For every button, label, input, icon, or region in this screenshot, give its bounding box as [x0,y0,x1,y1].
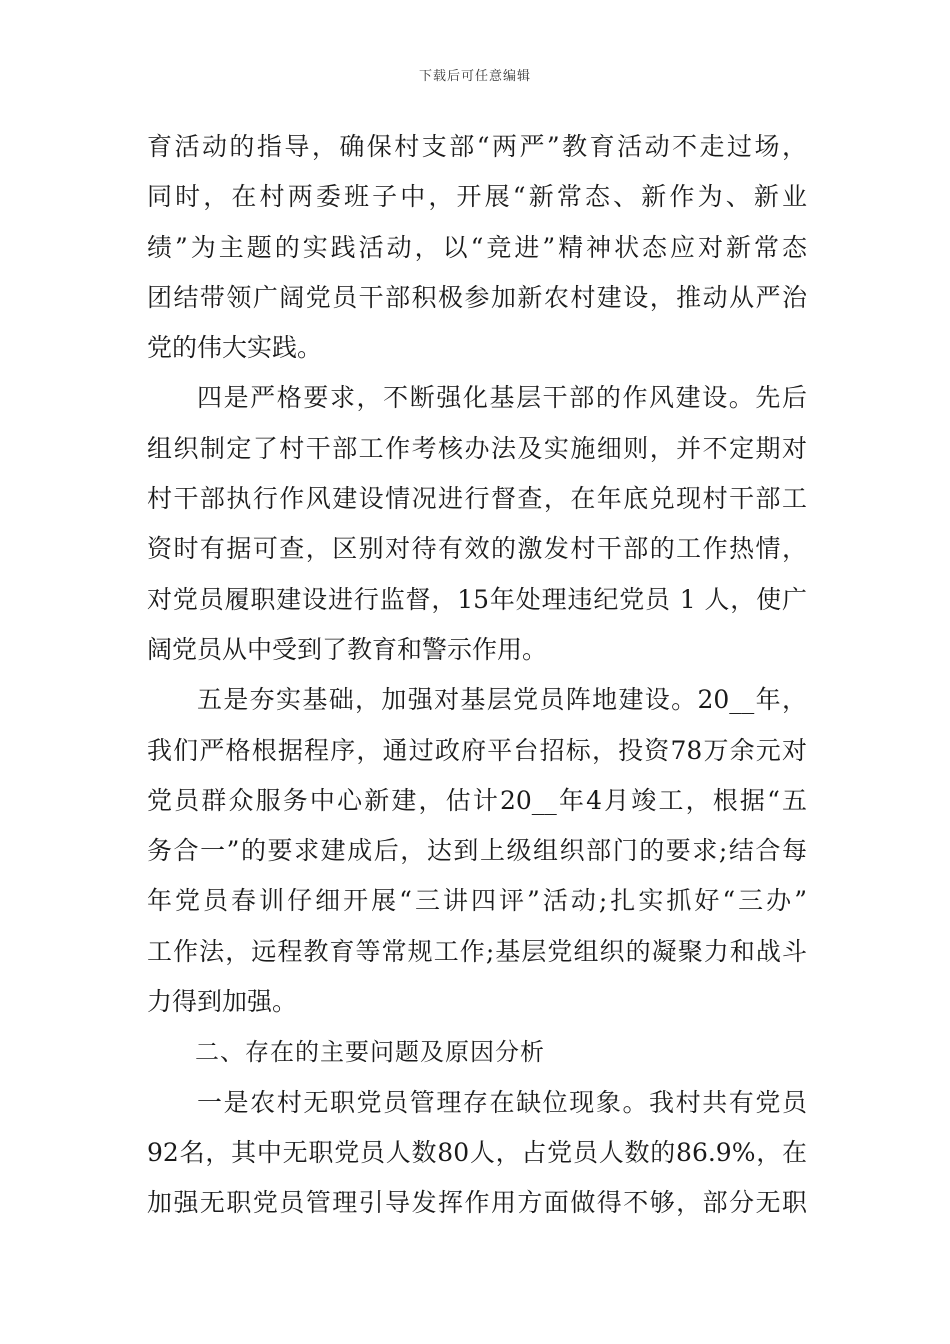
text-line: 村干部执行作风建设情况进行督查，在年底兑现村干部工 [147,484,807,514]
section-heading-text: 二、存在的主要问题及原因分析 [195,1038,545,1067]
section-heading [147,1027,807,1077]
text-line: 92名，其中无职党员人数80人，占党员人数的86.9%，在 [147,1137,807,1167]
text-line: 资时有据可查，区别对待有效的激发村干部的工作热情， [147,534,807,564]
document-body [147,122,807,1229]
page-header: 下载后可任意编辑 [418,69,531,84]
paragraph [147,1078,807,1229]
text-line: 党的伟大实践。 [147,333,323,363]
text-line: 团结带领广阔党员干部积极参加新农村建设，推动从严治 [147,282,807,312]
text-line: 同时，在村两委班子中，开展“新常态、新作为、新业 [147,182,807,212]
text-line: 工作法，远程教育等常规工作;基层党组织的凝聚力和战斗 [147,936,807,966]
text-line: 务合一”的要求建成后，达到上级组织部门的要求;结合每 [147,836,807,866]
text-line: 年党员春训仔细开展“三讲四评”活动;扎实抓好“三办” [147,886,807,916]
text-line: 绩”为主题的实践活动，以“竞进”精神状态应对新常态 [147,232,807,262]
text-line: 对党员履职建设进行监督，15年处理违纪党员 1 人，使广 [147,584,807,614]
paragraph [147,373,807,675]
text-line: 育活动的指导，确保村支部“两严”教育活动不走过场， [147,132,807,161]
paragraph [147,675,807,1027]
text-line: 力得到加强。 [147,987,298,1017]
paragraph [147,122,807,373]
text-line: 组织制定了村干部工作考核办法及实施细则，并不定期对 [147,433,807,463]
text-line: 五是夯实基础，加强对基层党员阵地建设。20__年， [197,685,807,715]
text-line: 一是农村无职党员管理存在缺位现象。我村共有党员 [197,1087,807,1117]
text-line: 我们严格根据程序，通过政府平台招标，投资78万余元对 [147,735,807,765]
text-line: 党员群众服务中心新建，估计20__年4月竣工，根据“五 [147,785,807,815]
text-line: 阔党员从中受到了教育和警示作用。 [147,634,548,664]
text-line: 加强无职党员管理引导发挥作用方面做得不够，部分无职 [147,1188,807,1218]
text-line: 四是严格要求，不断强化基层干部的作风建设。先后 [197,383,807,413]
